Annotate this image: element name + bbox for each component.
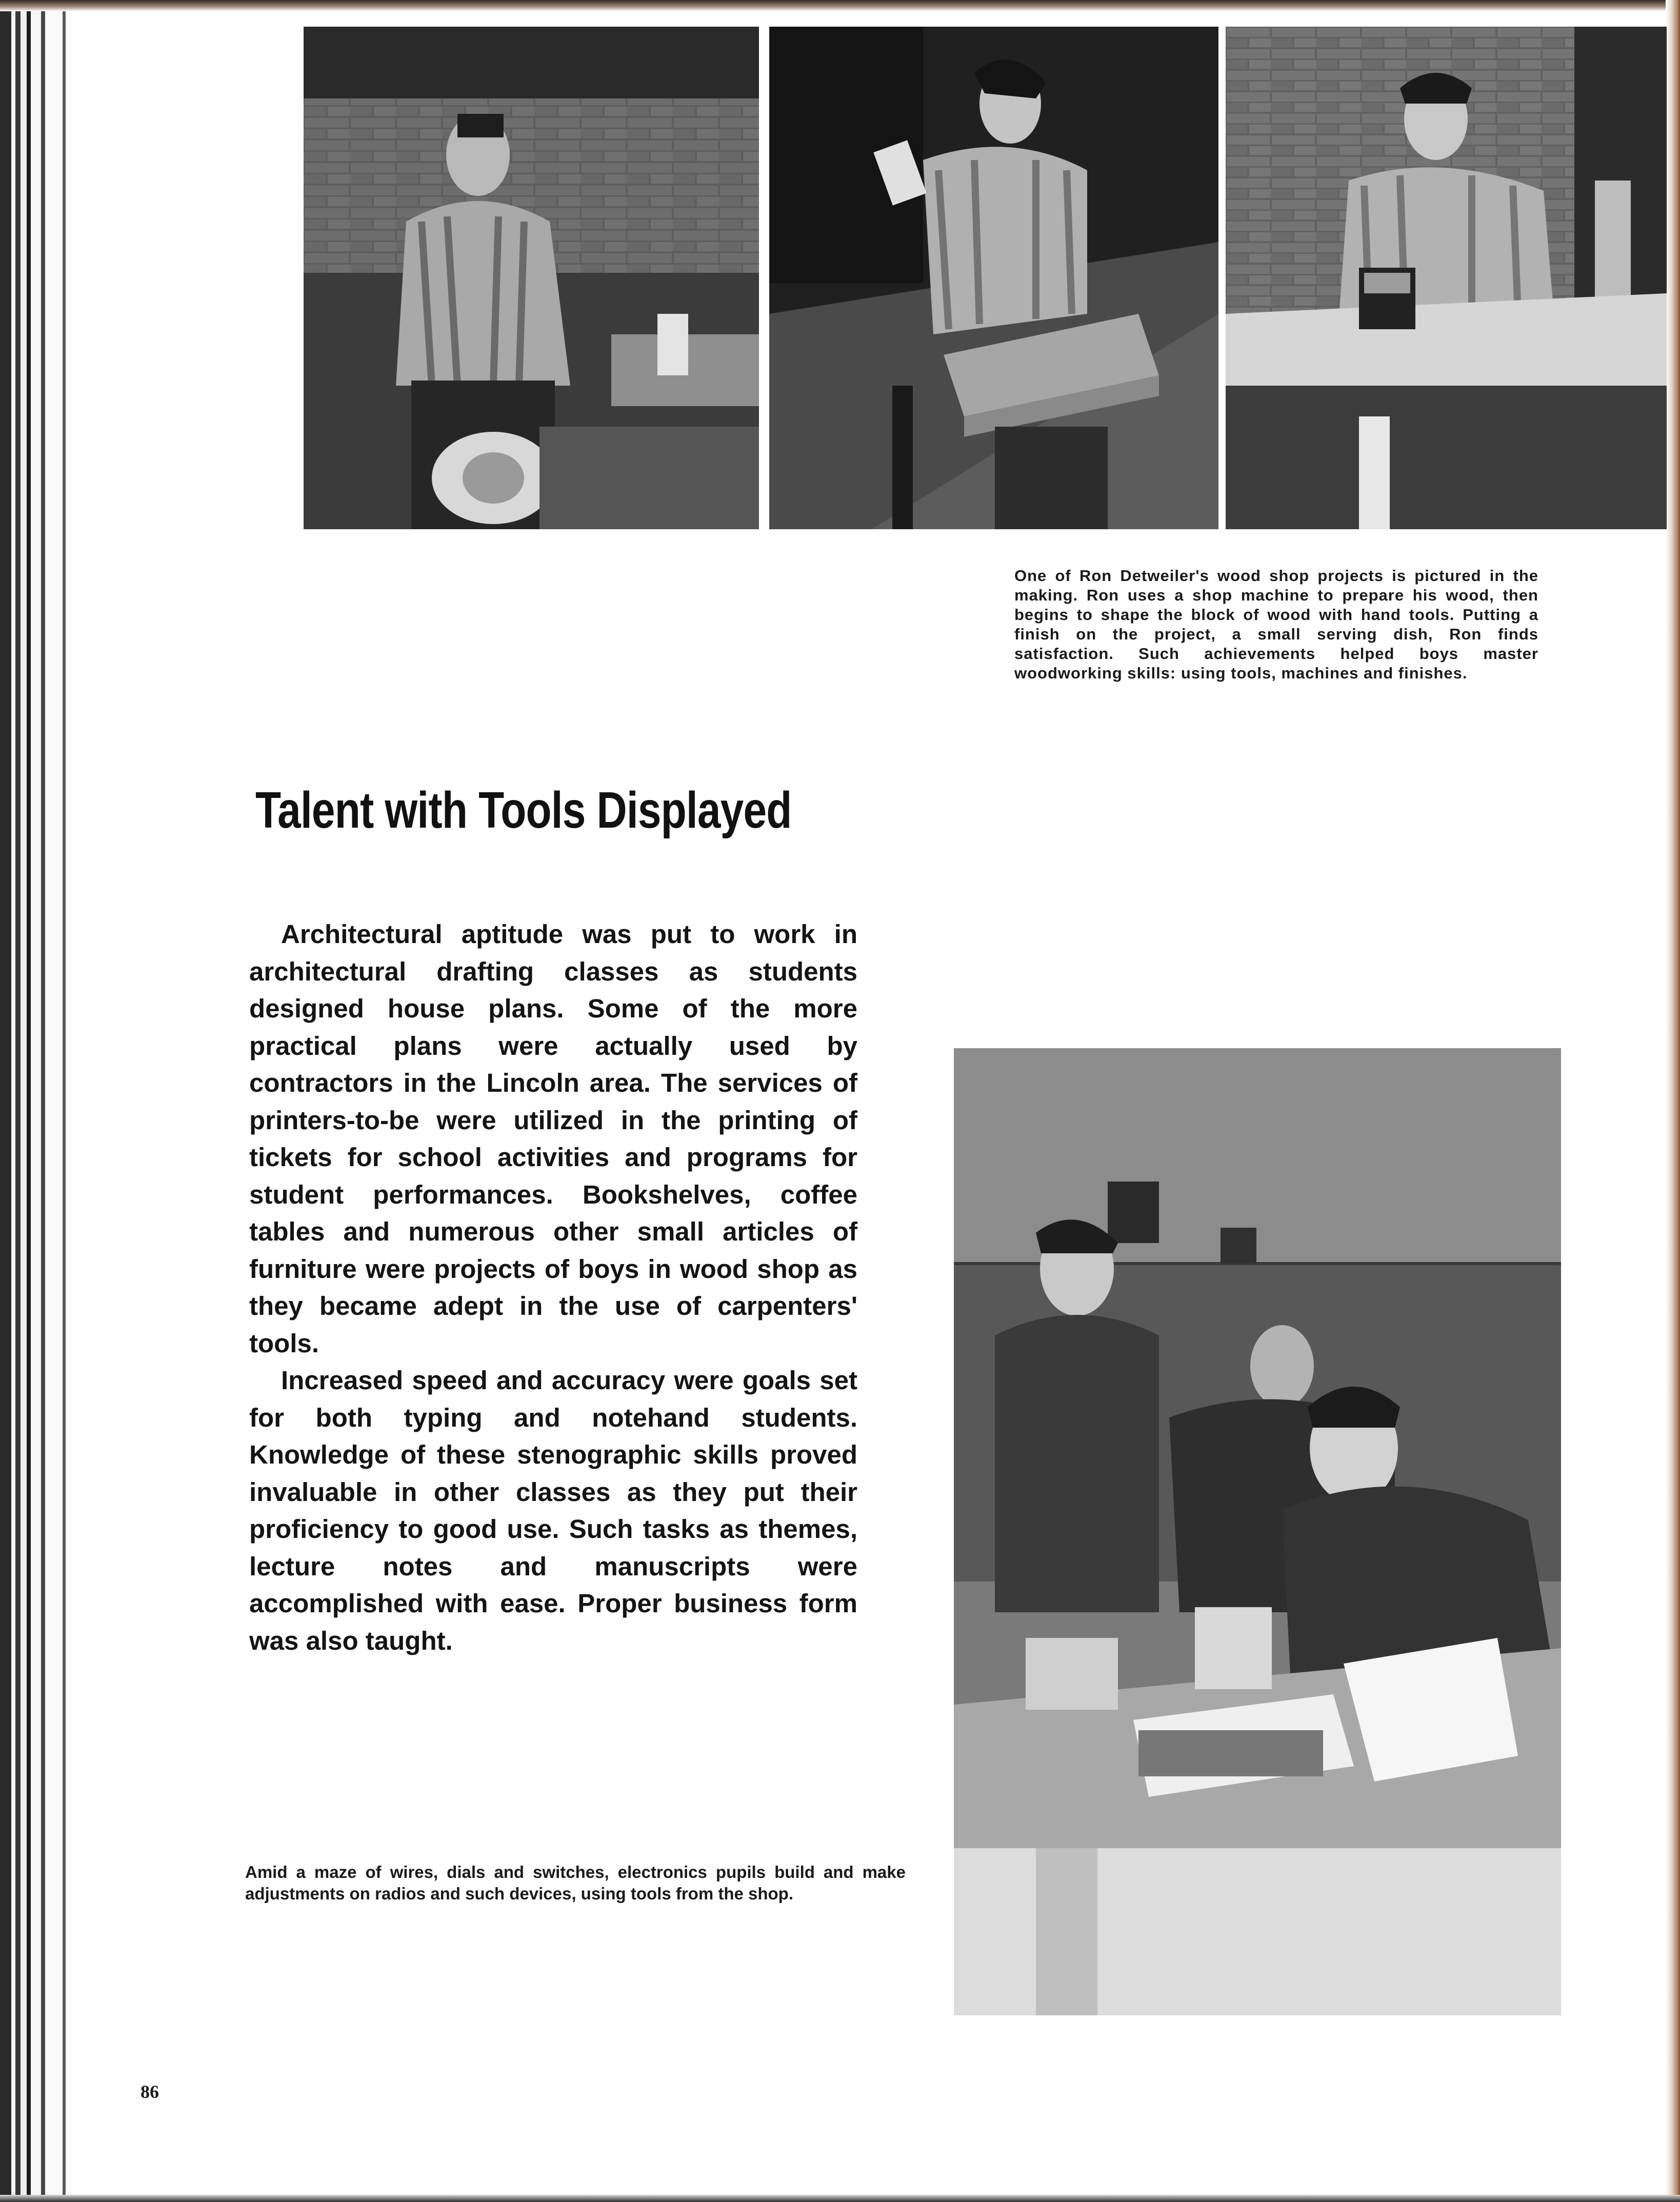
body-paragraph-1: Architectural aptitude was put to work in architectural drafting classes as students designed house plans. Some of the more practical plans were actually used by contractors in the Lincoln area. The services of printers-to-be were utilized in the printing of tickets for school activities and programs for student performances. Bookshelves, coffee tables and numerous other small articles of furniture were projects of boys in wood shop as they became adept in the use of carpenters' tools. bbox=[249, 919, 857, 1358]
page-top-edge bbox=[0, 0, 1680, 11]
page-right-edge bbox=[1666, 0, 1680, 2202]
article-body bbox=[249, 916, 857, 1659]
page-number: 86 bbox=[141, 2081, 159, 2102]
caption-electronics-photo: Amid a maze of wires, dials and switches, electronics pupils build and make adjustments on radios and such devices, using tools from the shop. bbox=[245, 1863, 906, 1903]
photo-hand-tools bbox=[769, 27, 1218, 529]
photo-finishing bbox=[1226, 27, 1667, 529]
photo-electronics bbox=[954, 1048, 1561, 2015]
page-title: Talent with Tools Displayed bbox=[255, 782, 792, 839]
caption-woodshop-photos: One of Ron Detweiler's wood shop projects is pictured in the making. Ron uses a shop machine to prepare his wood, then begins to shape the block of wood with hand tools. Putting a finish on the project, a small serving dish, Ron finds satisfaction. Such achievements helped boys master woodworking skills: using tools, machines and finishes. bbox=[1014, 567, 1538, 682]
book-binding bbox=[0, 0, 86, 2202]
page-bottom-edge bbox=[0, 2195, 1680, 2202]
photo-shop-machine bbox=[304, 27, 759, 529]
body-paragraph-2: Increased speed and accuracy were goals set for both typing and notehand students. Knowledge of these stenographic skills proved invaluable in other classes as they put their proficiency to good use. Such tasks as themes, lecture notes and manuscripts were accomplished with ease. Proper business form was also taught. bbox=[249, 1366, 857, 1655]
